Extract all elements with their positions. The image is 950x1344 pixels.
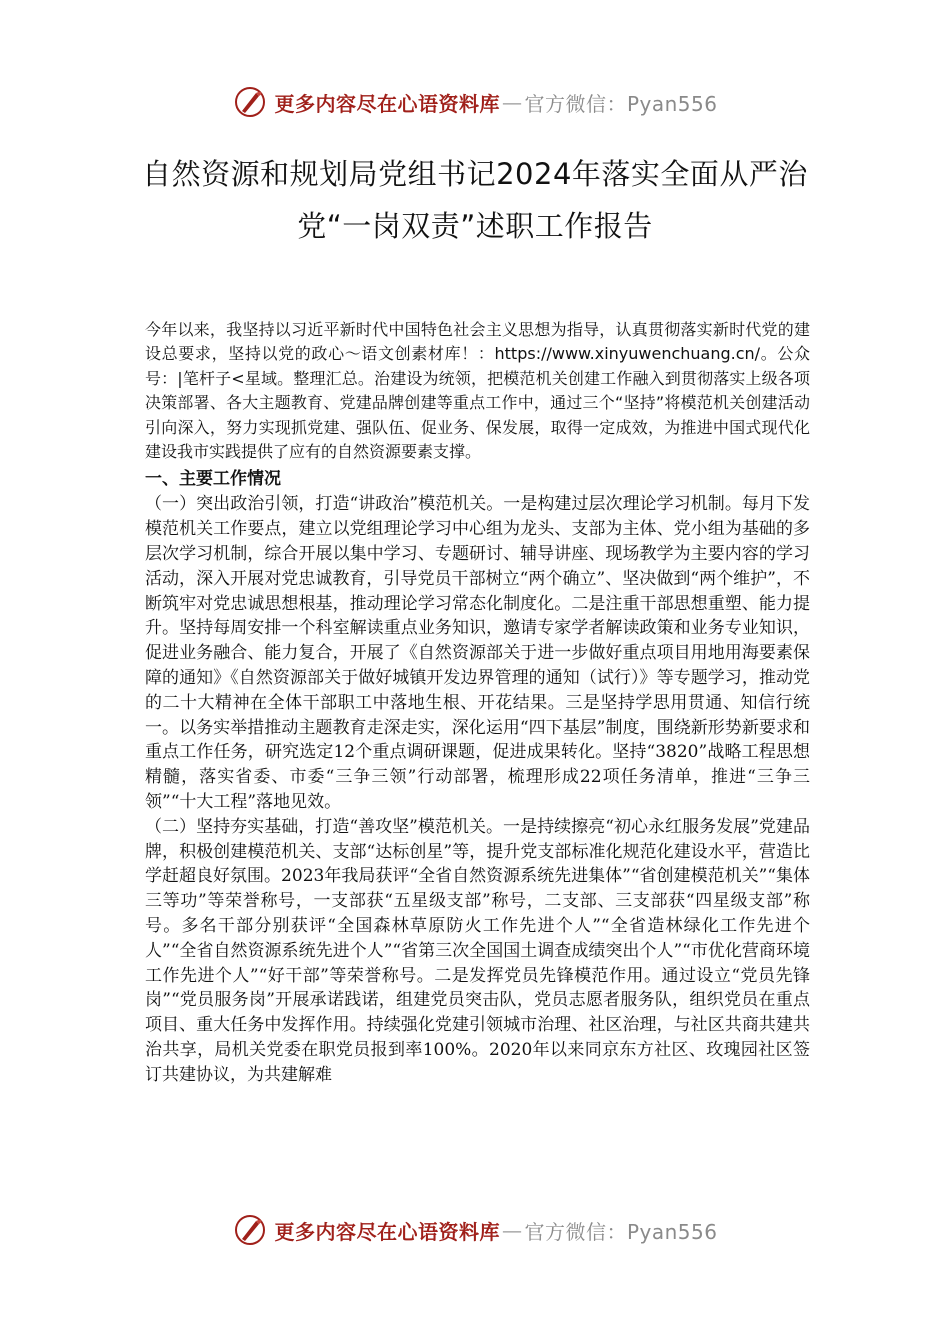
body-paragraph-2: （二）坚持夯实基础，打造“善攻坚”模范机关。一是持续擦亮“初心永红服务发展”党建品牌，积极创建模范机关、支部“达标创星”等，提升党支部标准化规范化建设水平，营造比学赶超良好氛围。2023年我局获评“全省自然资源系统先进集体”“省创建模范机关”“集体三等功”等荣誉称号，一支部获“五星级支部”称号，二支部、三支部获“四星级支部”称号。多名干部分别获评“全国森林草原防火工作先进个人”“全省造林绿化工作先进个人”“全省自然资源系统先进个人”“省第三次全国国土调查成绩突出个人”“市优化营商环境工作先进个人”“好干部”等荣誉称号。二是发挥党员先锋模范作用。通过设立“党员先锋岗”“党员服务岗”开展承诺践诺，组建党员突击队，党员志愿者服务队，组织党员在重点项目、重大任务中发挥作用。持续强化党建引领城市治理、社区治理，与社区共商共建共治共享，局机关党委在职党员报到率100%。2020年以来同京东方社区、玫瑰园社区签订共建协议，为共建解难 — [145, 816, 810, 1085]
document-body — [145, 318, 810, 1088]
header-banner-separator: — — [501, 90, 523, 114]
intro-paragraph: 今年以来，我坚持以习近平新时代中国特色社会主义思想为指导，认真贯彻落实新时代党的建设总要求，坚持以党的政心～语文创素材库！：https://www.xinyuwenchuang.cn/。公众号：|笔杆子<星域。整理汇总。治建设为统领，把模范机关创建工作融入到贯彻落实上级各项决策部署、各大主题教育、党建品牌创建等重点工作中，通过三个“坚持”将模范机关创建活动引向深入，努力实现抓党建、强队伍、促业务、保发展，取得一定成效，为推进中国式现代化建设我市实践提供了应有的自然资源要素支撑。 — [145, 320, 810, 462]
title-line-1: 自然资源和规划局党组书记2024年落实全面从严治 — [142, 157, 808, 191]
body-paragraph-1: （一）突出政治引领，打造“讲政治”模范机关。一是构建过层次理论学习机制。每月下发模范机关工作要点，建立以党组理论学习中心组为龙头、支部为主体、党小组为基础的多层次学习机制，综合开展以集中学习、专题研讨、辅导讲座、现场教学为主要内容的学习活动，深入开展对党忠诚教育，引导党员干部树立“两个确立”、坚决做到“两个维护”，不断筑牢对党忠诚思想根基，推动理论学习常态化制度化。二是注重干部思想重塑、能力提升。坚持每周安排一个科室解读重点业务知识，邀请专家学者解读政策和业务专业知识，促进业务融合、能力复合，开展了《自然资源部关于进一步做好重点项目用地用海要素保障的通知》《自然资源部关于做好城镇开发边界管理的通知（试行）》等专题学习，推动党的二十大精神在全体干部职工中落地生根、开花结果。三是坚持学思用贯通、知信行统一。以务实举措推动主题教育走深走实，深化运用“四下基层”制度，围绕新形势新要求和重点工作任务，研究选定12个重点调研课题，促进成果转化。坚持“3820”战略工程思想精髓，落实省委、市委“三争三领”行动部署，梳理形成22项任务清单，推进“三争三领”“十大工程”落地见效。 — [145, 494, 810, 812]
header-banner-text: 更多内容尽在心语资料库 — [274, 91, 500, 116]
footer-banner-text: 更多内容尽在心语资料库 — [274, 1219, 500, 1244]
title-line-2: 党“一岗双责”述职工作报告 — [297, 209, 653, 243]
footer-banner-separator: — — [501, 1218, 523, 1242]
document-title — [120, 148, 830, 252]
quill-pen-logo-icon — [232, 84, 268, 120]
footer-banner — [0, 1210, 950, 1250]
section-heading: 一、主要工作情况 — [145, 469, 281, 490]
footer-banner-wechat: 官方微信：Pyan556 — [524, 1219, 718, 1244]
header-banner — [0, 82, 950, 122]
header-banner-wechat: 官方微信：Pyan556 — [524, 91, 718, 116]
quill-pen-logo-icon — [232, 1212, 268, 1248]
